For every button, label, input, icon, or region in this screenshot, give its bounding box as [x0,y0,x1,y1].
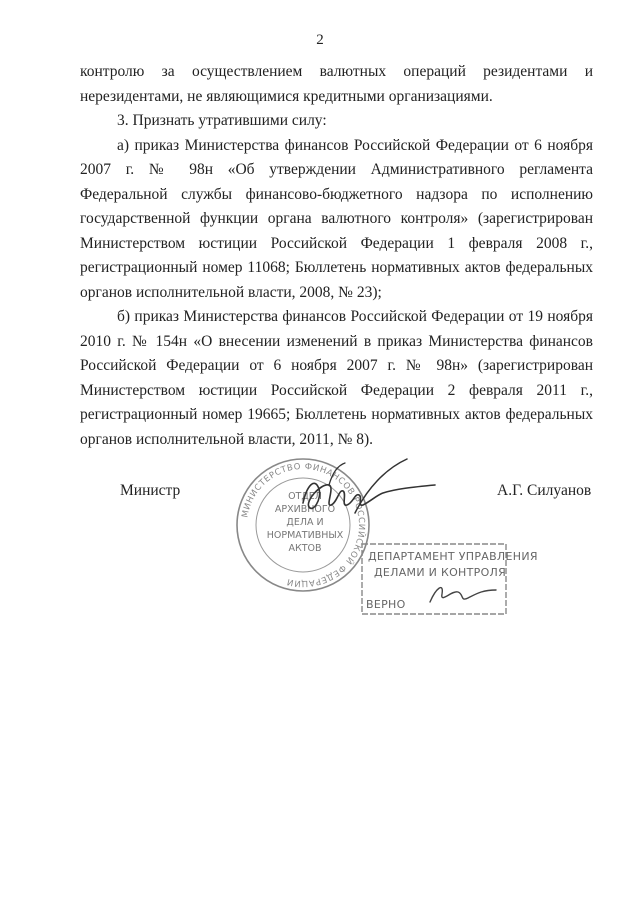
seal-line: НОРМАТИВНЫХ [266,530,344,541]
signatory-title: Министр [120,482,181,499]
stamp-line-1: ДЕПАРТАМЕНТ УПРАВЛЕНИЯ [368,550,538,563]
certification-stamp [360,540,538,618]
seal-line: АКТОВ [288,543,322,554]
paragraph-item-3: 3. Признать утратившими силу: [117,112,327,129]
paragraph-continuation: контролю за осуществлением валютных операций резидентами и нерезидентами, не являющимися кредитными организациями. [80,63,593,105]
seal-ring-text: МИНИСТЕРСТВО ФИНАНСОВ РОССИЙСКОЙ ФЕДЕРАЦИИ [240,461,367,589]
signature-icon [285,455,455,535]
seal-line: ДЕЛА И [286,517,324,528]
page-number: 2 [316,32,324,48]
stamp-line-2: ДЕЛАМИ И КОНТРОЛЯ [374,566,507,579]
paragraph-subitem-a: а) приказ Министерства финансов Российской Федерации от 6 ноября 2007 г. № 98н «Об утверждении Административного регламента Федеральной службы финансово-бюджетного надзора по исполнению государственной функции органа валютного контроля» (зарегистрирован Министерством юстиции Российской Федерации 1 февраля 2008 г., регистрационный номер 11068; Бюллетень нормативных актов федеральных органов исполнительной власти, 2008, № 23); [80,136,593,301]
document-body [80,60,593,452]
paragraph-subitem-b: б) приказ Министерства финансов Российской Федерации от 19 ноября 2010 г. № 154н «О внесении изменений в приказ Министерства финансов Российской Федерации от 6 ноября 2007 г. № 98н» (зарегистрирован Министерством юстиции Российской Федерации 2 февраля 2011 г., регистрационный номер 19665; Бюллетень нормативных актов федеральных органов исполнительной власти, 2011, № 8). [80,308,593,448]
seal-line: АРХИВНОГО [274,504,336,515]
seal-line: ОТДЕЛ [288,491,322,502]
stamp-verno: ВЕРНО [366,598,406,611]
stamp-signature-icon [430,588,496,602]
signatory-name: А.Г. Силуанов [497,482,592,499]
